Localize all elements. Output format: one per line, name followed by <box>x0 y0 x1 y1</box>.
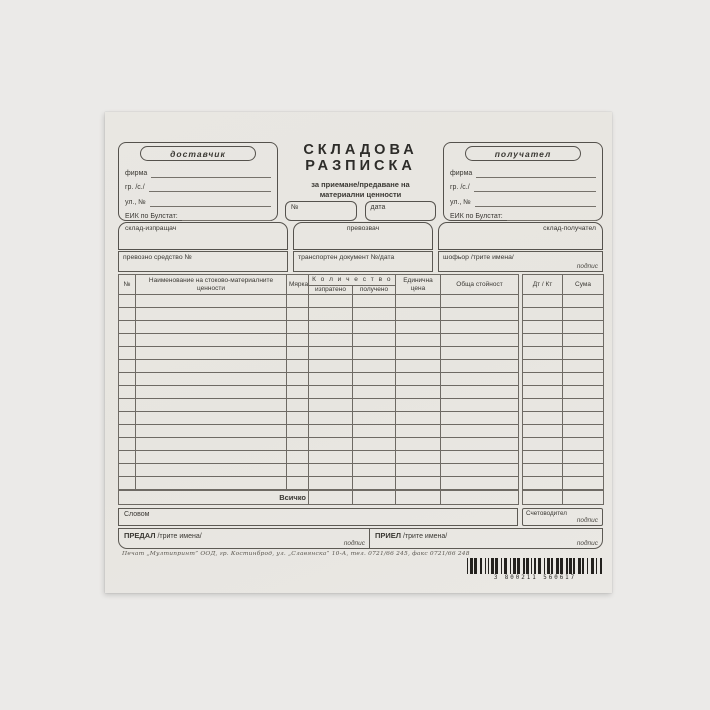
items-table-row <box>119 425 604 438</box>
item-cell-sum <box>563 295 604 308</box>
recipient-firm-label: фирма <box>450 169 473 177</box>
item-cell-received <box>353 451 396 464</box>
item-cell-received <box>353 425 396 438</box>
accountant-label: Счетоводител <box>526 510 567 517</box>
item-cell-dt-kt <box>523 386 563 399</box>
items-table-row <box>119 334 604 347</box>
recipient-tab-label: получател <box>465 146 581 161</box>
item-cell-unit-price <box>396 412 441 425</box>
recipient-city-line <box>474 191 596 192</box>
item-cell-sum <box>563 477 604 490</box>
form-subtitle <box>285 180 436 199</box>
handover-row <box>118 528 603 549</box>
item-cell-name <box>136 438 287 451</box>
vehicle-cell: превозно средство № <box>118 251 288 272</box>
item-cell-received <box>353 373 396 386</box>
item-cell-sum <box>563 347 604 360</box>
printer-credit-line: Печат „Мултипринт” ООД, гр. Костинброд, ул. „Славянска” 10-А, тел. 0721/66 245, факс 0721/66 248 <box>122 551 470 557</box>
warehouse-receiver-box: склад-получател <box>438 222 603 250</box>
item-cell-unit-price <box>396 321 441 334</box>
items-table-row <box>119 386 604 399</box>
item-cell-no <box>119 399 136 412</box>
item-cell-received <box>353 321 396 334</box>
item-cell-unit-price <box>396 425 441 438</box>
form-title-line2: РАЗПИСКА <box>305 158 416 175</box>
recipient-street-line <box>475 206 596 207</box>
item-cell-no <box>119 295 136 308</box>
item-cell-no <box>119 308 136 321</box>
item-cell-total-value <box>441 295 519 308</box>
item-cell-sum <box>563 451 604 464</box>
item-cell-dt-kt <box>523 399 563 412</box>
item-cell-unit-price <box>396 347 441 360</box>
col-header-quantity: К о л и ч е с т в о <box>309 275 396 286</box>
item-cell-sum <box>563 334 604 347</box>
item-cell-measure <box>287 464 309 477</box>
item-cell-no <box>119 373 136 386</box>
item-cell-dt-kt <box>523 425 563 438</box>
driver-signature-label: подпис <box>576 263 598 270</box>
item-cell-dt-kt <box>523 412 563 425</box>
item-cell-unit-price <box>396 308 441 321</box>
title-block <box>285 142 436 221</box>
item-cell-measure <box>287 321 309 334</box>
transport-document-cell: транспортен документ №/дата <box>293 251 433 272</box>
item-cell-total-value <box>441 412 519 425</box>
supplier-street-field <box>125 192 271 207</box>
items-table-row <box>119 451 604 464</box>
items-table-row <box>119 360 604 373</box>
item-cell-no <box>119 451 136 464</box>
col-header-no: № <box>119 275 136 295</box>
item-cell-name <box>136 412 287 425</box>
item-cell-dt-kt <box>523 360 563 373</box>
item-cell-total-value <box>441 477 519 490</box>
items-table-row <box>119 412 604 425</box>
items-table-row <box>119 477 604 490</box>
item-cell-dt-kt <box>523 295 563 308</box>
items-table-row <box>119 295 604 308</box>
item-cell-name <box>136 386 287 399</box>
received-by-suffix: /трите имена/ <box>401 533 448 540</box>
accountant-signature-label: подпис <box>576 517 598 524</box>
recipient-bulstat-field <box>450 207 596 222</box>
items-table-row <box>119 308 604 321</box>
item-cell-dt-kt <box>523 451 563 464</box>
item-cell-sent <box>309 347 353 360</box>
barcode-space <box>602 558 603 574</box>
item-cell-sent <box>309 386 353 399</box>
item-cell-dt-kt <box>523 373 563 386</box>
col-header-unit-price: Единична цена <box>396 275 441 295</box>
transport-row <box>118 251 603 272</box>
item-cell-sum <box>563 373 604 386</box>
item-cell-measure <box>287 295 309 308</box>
col-header-sum: Сума <box>563 275 604 295</box>
words-row <box>118 508 603 526</box>
supplier-street-line <box>150 206 271 207</box>
item-cell-sent <box>309 399 353 412</box>
supplier-city-field <box>125 178 271 193</box>
total-sent-cell <box>309 490 353 505</box>
item-cell-name <box>136 347 287 360</box>
item-cell-measure <box>287 334 309 347</box>
item-cell-unit-price <box>396 373 441 386</box>
in-words-box: Словом <box>118 508 518 526</box>
col-header-measure: Мярка <box>287 275 309 295</box>
item-cell-measure <box>287 477 309 490</box>
items-table-row <box>119 464 604 477</box>
supplier-box <box>118 142 278 221</box>
item-cell-received <box>353 412 396 425</box>
date-box <box>365 201 437 221</box>
total-label: Всичко <box>119 490 309 505</box>
supplier-city-line <box>149 191 271 192</box>
items-table-row <box>119 373 604 386</box>
item-cell-received <box>353 347 396 360</box>
received-by-label: ПРИЕЛ <box>375 531 402 540</box>
col-header-received: получено <box>353 286 396 295</box>
item-cell-name <box>136 308 287 321</box>
item-cell-no <box>119 412 136 425</box>
item-cell-dt-kt <box>523 477 563 490</box>
item-cell-sent <box>309 295 353 308</box>
item-cell-received <box>353 295 396 308</box>
barcode-bars-icon <box>467 558 603 574</box>
item-cell-unit-price <box>396 477 441 490</box>
supplier-firm-label: фирма <box>125 169 148 177</box>
supplier-bulstat-field <box>125 207 271 222</box>
supplier-city-label: гр. /с./ <box>125 184 145 191</box>
item-cell-received <box>353 477 396 490</box>
total-sum-cell <box>563 490 604 505</box>
total-dt-kt-cell <box>523 490 563 505</box>
item-cell-sent <box>309 360 353 373</box>
item-cell-measure <box>287 425 309 438</box>
items-table-body <box>119 295 604 490</box>
recipient-city-label: гр. /с./ <box>450 184 470 191</box>
item-cell-sent <box>309 477 353 490</box>
item-cell-name <box>136 451 287 464</box>
item-cell-total-value <box>441 425 519 438</box>
item-cell-name <box>136 321 287 334</box>
driver-cell <box>438 251 603 272</box>
item-cell-total-value <box>441 321 519 334</box>
item-cell-no <box>119 386 136 399</box>
col-header-name: Наименование на стоково-материалните ценности <box>136 275 287 295</box>
recipient-firm-line <box>476 177 596 178</box>
form-title-line1: СКЛАДОВА <box>303 142 418 158</box>
item-cell-received <box>353 360 396 373</box>
recipient-bulstat-line <box>507 220 596 221</box>
item-cell-measure <box>287 360 309 373</box>
item-cell-measure <box>287 308 309 321</box>
item-cell-sum <box>563 321 604 334</box>
number-label: № <box>291 204 299 211</box>
item-cell-total-value <box>441 334 519 347</box>
item-cell-measure <box>287 347 309 360</box>
form-subtitle-line2: материални ценности <box>319 189 402 199</box>
item-cell-sent <box>309 451 353 464</box>
item-cell-received <box>353 386 396 399</box>
item-cell-received <box>353 334 396 347</box>
handed-by-label: ПРЕДАЛ <box>124 531 156 540</box>
item-cell-sum <box>563 425 604 438</box>
item-cell-unit-price <box>396 399 441 412</box>
item-cell-unit-price <box>396 386 441 399</box>
item-cell-dt-kt <box>523 334 563 347</box>
number-box <box>285 201 357 221</box>
item-cell-name <box>136 360 287 373</box>
item-cell-dt-kt <box>523 347 563 360</box>
driver-label: шофьор /трите имена/ <box>443 254 514 261</box>
col-header-sent: изпратено <box>309 286 353 295</box>
form-title <box>285 142 436 174</box>
item-cell-unit-price <box>396 295 441 308</box>
item-cell-name <box>136 425 287 438</box>
item-cell-unit-price <box>396 464 441 477</box>
recipient-street-label: ул., № <box>450 198 471 206</box>
items-table-header <box>119 275 604 295</box>
items-table-row <box>119 438 604 451</box>
items-table <box>118 274 604 505</box>
item-cell-dt-kt <box>523 464 563 477</box>
item-cell-sum <box>563 412 604 425</box>
supplier-firm-line <box>151 177 271 178</box>
supplier-tab-label: доставчик <box>140 146 256 161</box>
item-cell-unit-price <box>396 360 441 373</box>
warehouse-sender-box: склад-изпращач <box>118 222 288 250</box>
item-cell-sum <box>563 464 604 477</box>
item-cell-total-value <box>441 373 519 386</box>
total-received-cell <box>353 490 396 505</box>
item-cell-sent <box>309 412 353 425</box>
item-cell-total-value <box>441 386 519 399</box>
col-header-dt-kt: Дт / Кт <box>523 275 563 295</box>
item-cell-received <box>353 308 396 321</box>
item-cell-dt-kt <box>523 321 563 334</box>
item-cell-no <box>119 334 136 347</box>
item-cell-no <box>119 321 136 334</box>
item-cell-name <box>136 464 287 477</box>
item-cell-sum <box>563 386 604 399</box>
item-cell-total-value <box>441 464 519 477</box>
total-value-cell <box>441 490 519 505</box>
handed-by-box <box>118 528 370 549</box>
item-cell-no <box>119 347 136 360</box>
item-cell-received <box>353 438 396 451</box>
item-cell-unit-price <box>396 451 441 464</box>
item-cell-no <box>119 360 136 373</box>
item-cell-received <box>353 464 396 477</box>
item-cell-total-value <box>441 399 519 412</box>
items-table-row <box>119 321 604 334</box>
supplier-firm-field <box>125 163 271 178</box>
barcode-digits: 3 800211 560617 <box>493 574 577 581</box>
date-label: дата <box>370 204 386 211</box>
warehouse-band <box>118 222 603 250</box>
item-cell-measure <box>287 438 309 451</box>
recipient-bulstat-label: ЕИК по Булстат: <box>450 213 503 220</box>
item-cell-sent <box>309 308 353 321</box>
item-cell-total-value <box>441 308 519 321</box>
item-cell-measure <box>287 412 309 425</box>
item-cell-no <box>119 425 136 438</box>
form-header <box>118 142 603 221</box>
recipient-box <box>443 142 603 221</box>
item-cell-no <box>119 477 136 490</box>
item-cell-sent <box>309 438 353 451</box>
supplier-street-label: ул., № <box>125 198 146 206</box>
item-cell-unit-price <box>396 438 441 451</box>
supplier-bulstat-label: ЕИК по Булстат: <box>125 213 178 220</box>
item-cell-no <box>119 438 136 451</box>
item-cell-sum <box>563 399 604 412</box>
carrier-box: превозвач <box>293 222 433 250</box>
item-cell-total-value <box>441 438 519 451</box>
supplier-bulstat-line <box>182 220 271 221</box>
item-cell-sum <box>563 438 604 451</box>
items-table-row <box>119 347 604 360</box>
item-cell-dt-kt <box>523 308 563 321</box>
item-cell-received <box>353 399 396 412</box>
item-cell-sent <box>309 373 353 386</box>
barcode <box>467 558 603 581</box>
item-cell-dt-kt <box>523 438 563 451</box>
total-row <box>119 490 604 505</box>
item-cell-sent <box>309 425 353 438</box>
form-subtitle-line1: за приемане/предаване на <box>311 180 410 190</box>
accountant-box <box>522 508 603 526</box>
item-cell-name <box>136 334 287 347</box>
item-cell-sent <box>309 334 353 347</box>
item-cell-measure <box>287 373 309 386</box>
item-cell-total-value <box>441 360 519 373</box>
item-cell-name <box>136 477 287 490</box>
item-cell-measure <box>287 451 309 464</box>
warehouse-receipt-form <box>105 112 612 593</box>
item-cell-name <box>136 373 287 386</box>
items-table-row <box>119 399 604 412</box>
item-cell-name <box>136 295 287 308</box>
recipient-street-field <box>450 192 596 207</box>
received-signature-label: подпис <box>576 540 598 547</box>
item-cell-unit-price <box>396 334 441 347</box>
total-unit-price-cell <box>396 490 441 505</box>
item-cell-measure <box>287 386 309 399</box>
handed-signature-label: подпис <box>343 540 365 547</box>
item-cell-sent <box>309 464 353 477</box>
item-cell-total-value <box>441 347 519 360</box>
item-cell-name <box>136 399 287 412</box>
handed-by-suffix: /трите имена/ <box>155 533 202 540</box>
col-header-total-value: Обща стойност <box>441 275 519 295</box>
item-cell-total-value <box>441 451 519 464</box>
received-by-box <box>369 528 603 549</box>
recipient-city-field <box>450 178 596 193</box>
number-date-row <box>285 201 436 221</box>
item-cell-no <box>119 464 136 477</box>
item-cell-sum <box>563 360 604 373</box>
item-cell-sum <box>563 308 604 321</box>
item-cell-measure <box>287 399 309 412</box>
recipient-firm-field <box>450 163 596 178</box>
item-cell-sent <box>309 321 353 334</box>
